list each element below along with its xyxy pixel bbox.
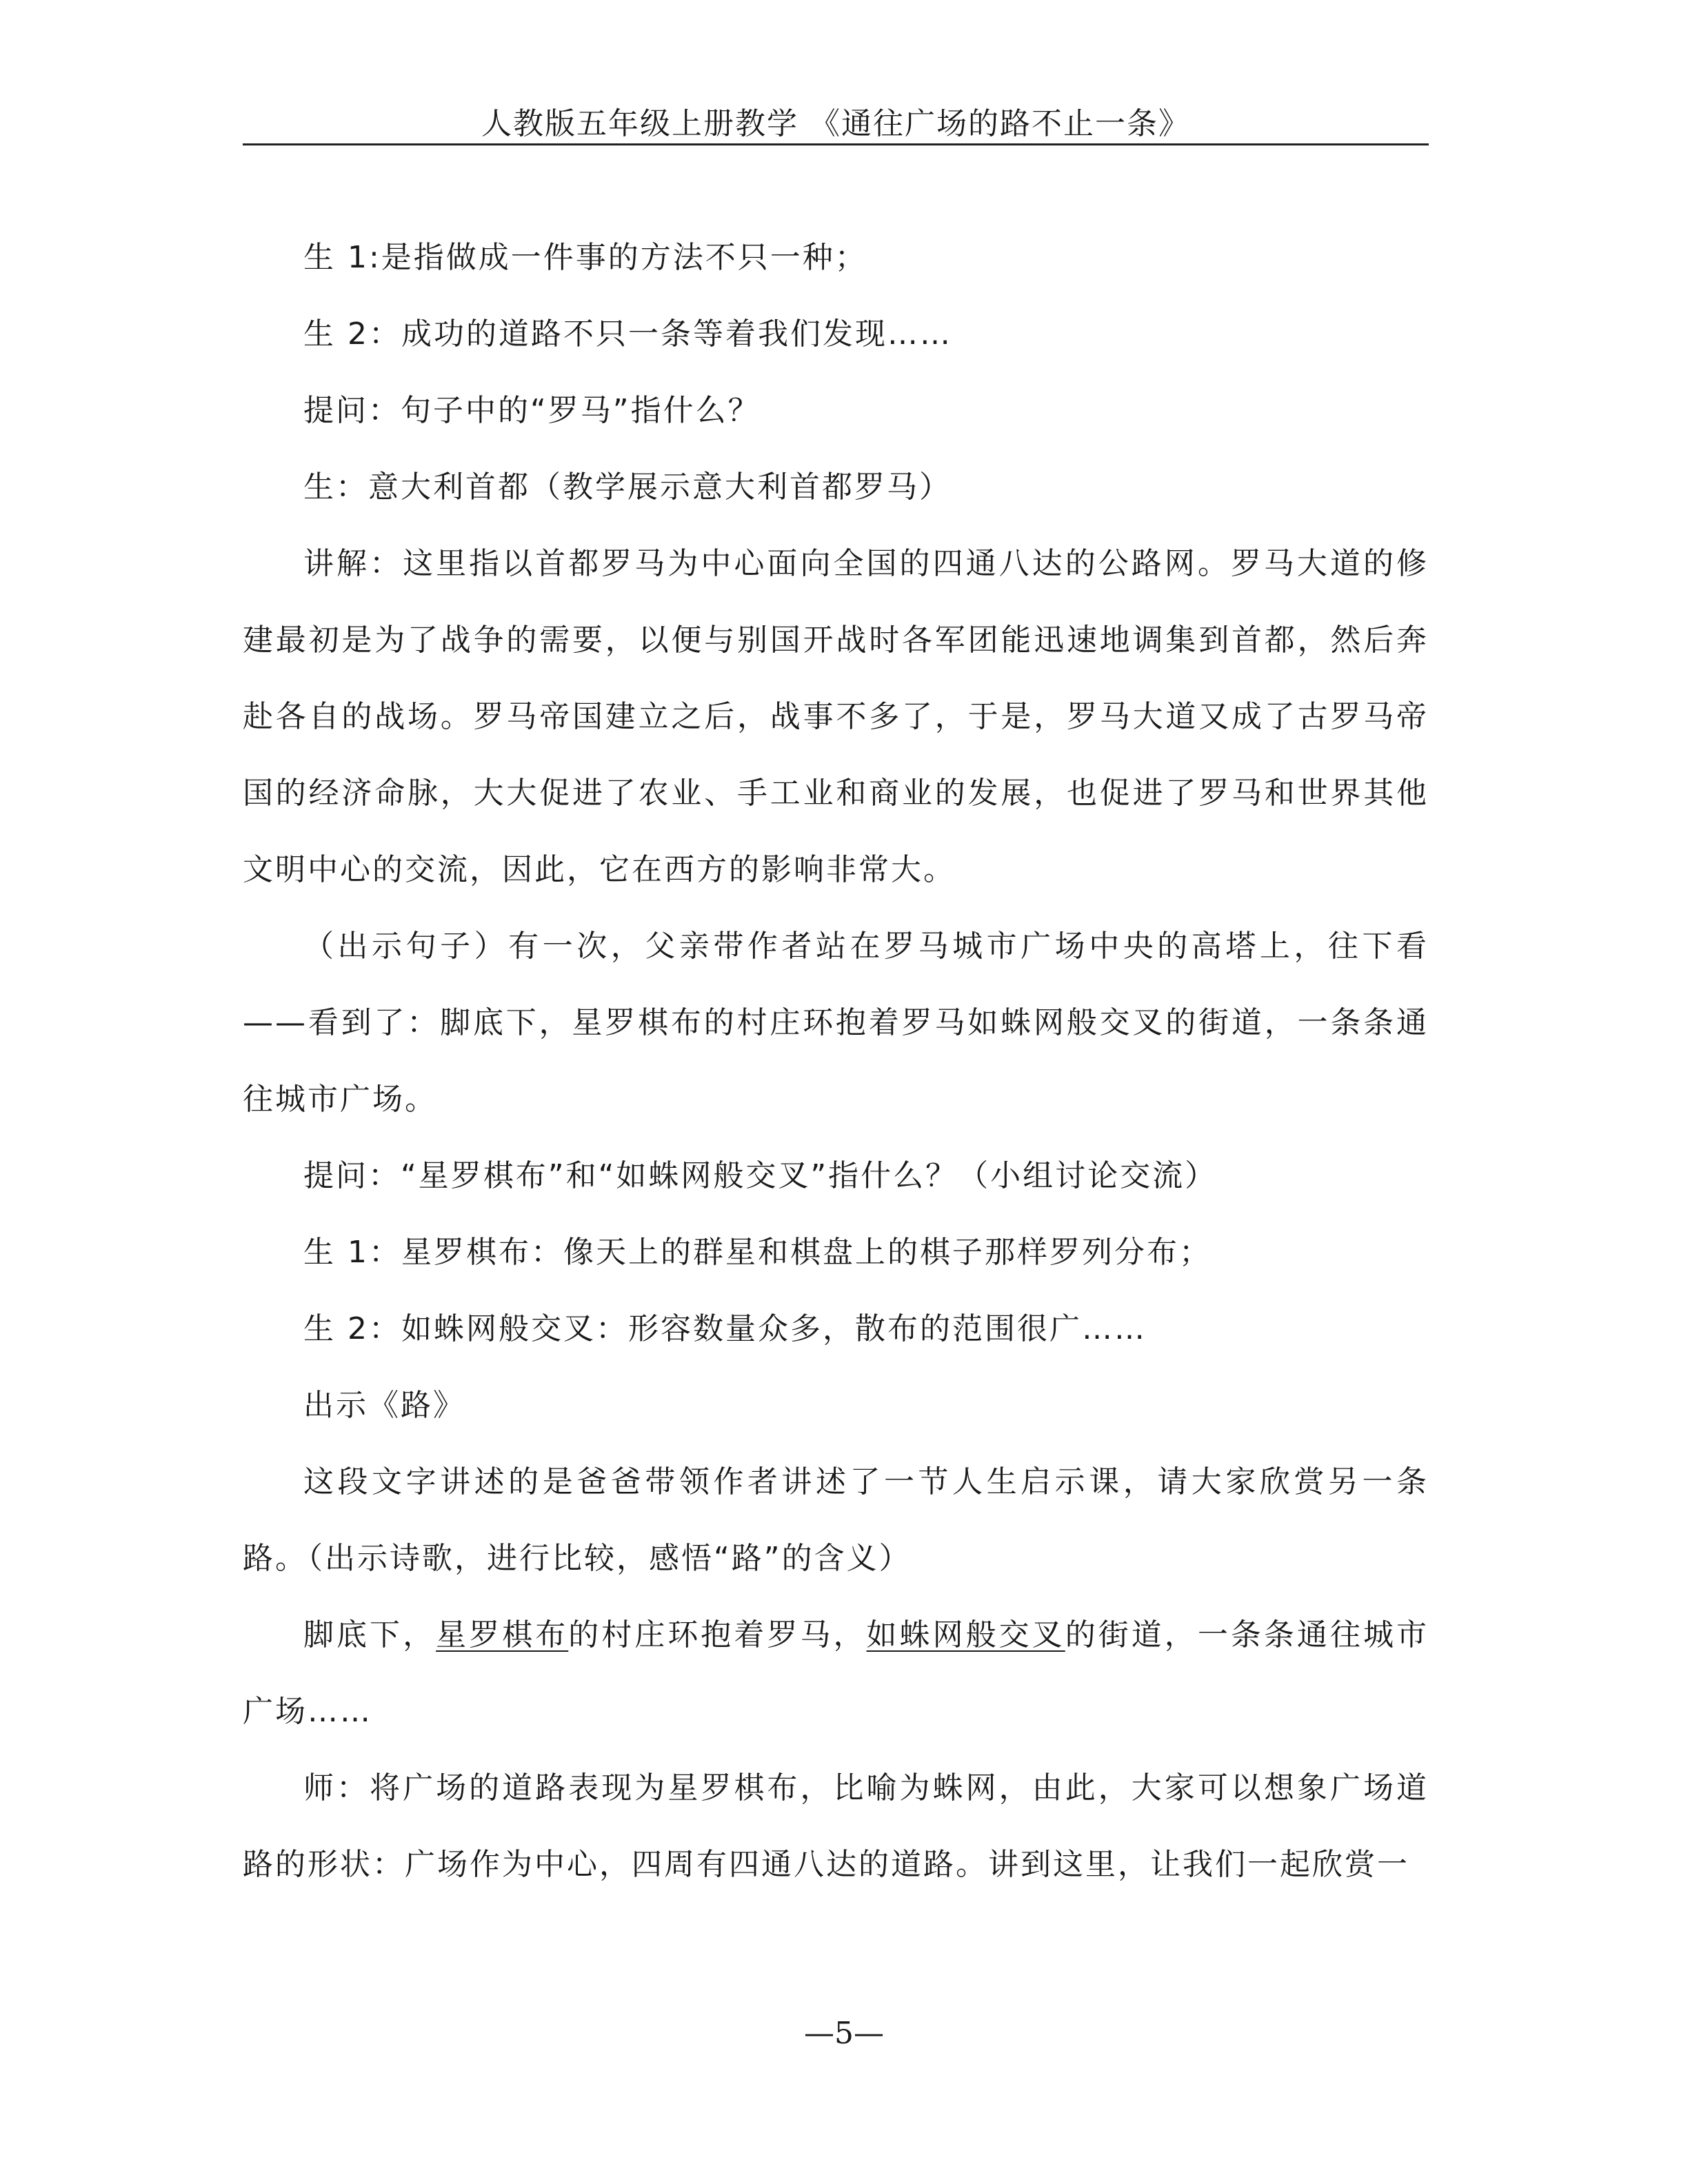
paragraph: 生 2：成功的道路不只一条等着我们发现…… — [303, 316, 952, 352]
paragraph: 讲解：这里指以首都罗马为中心面向全国的四通八达的公路网。罗马大道的修建最初是为了战争的需要，以便与别国开战时各军团能迅速地调集到首都，然后奔赴各自的战场。罗马帝国建立之后，战事不多了，于是，罗马大道又成了古罗马帝国的经济命脉，大大促进了农业、手工业和商业的发展，也促进了罗马和世界其他文明中心的交流，因此，它在西方的影响非常大。 — [243, 546, 1429, 887]
quote-text: 的街道，一条条通往城市广场…… — [243, 1617, 1429, 1729]
paragraph: 出示《路》 — [303, 1388, 465, 1423]
quote-paragraph — [243, 1597, 1429, 1750]
paragraph: 生 2：如蛛网般交叉：形容数量众多，散布的范围很广…… — [303, 1311, 1147, 1346]
paragraph: 提问：句子中的“罗马”指什么？ — [303, 393, 761, 428]
paragraph: 师：将广场的道路表现为星罗棋布，比喻为蛛网，由此，大家可以想象广场道路的形状：广场作为中心，四周有四通八达的道路。讲到这里，让我们一起欣赏一 — [243, 1770, 1429, 1882]
paragraph: 提问：“星罗棋布”和“如蛛网般交叉”指什么？（小组讨论交流） — [303, 1158, 1218, 1193]
underlined-phrase: 星罗棋布 — [436, 1617, 569, 1652]
page-header-title: 人教版五年级上册教学 《通往广场的路不止一条》 — [481, 106, 1190, 141]
underlined-phrase: 如蛛网般交叉 — [866, 1617, 1065, 1652]
document-body — [243, 219, 1429, 1903]
paragraph: 这段文字讲述的是爸爸带领作者讲述了一节人生启示课，请大家欣赏另一条路。（出示诗歌，进行比较，感悟“路”的含义） — [243, 1464, 1429, 1576]
paragraph: 生 1：星罗棋布：像天上的群星和棋盘上的棋子那样罗列分布； — [303, 1235, 1212, 1270]
page-number: —5— — [804, 2016, 884, 2051]
header-divider — [243, 143, 1429, 145]
paragraph: 生 1:是指做成一件事的方法不只一种； — [303, 240, 867, 275]
paragraph: 生：意大利首都（教学展示意大利首都罗马） — [303, 469, 952, 505]
quote-text: 脚底下， — [303, 1617, 436, 1652]
paragraph: （出示句子）有一次，父亲带作者站在罗马城市广场中央的高塔上，往下看——看到了：脚底下，星罗棋布的村庄环抱着罗马如蛛网般交叉的街道，一条条通往城市广场。 — [243, 929, 1429, 1117]
quote-text: 的村庄环抱着罗马， — [568, 1617, 867, 1652]
